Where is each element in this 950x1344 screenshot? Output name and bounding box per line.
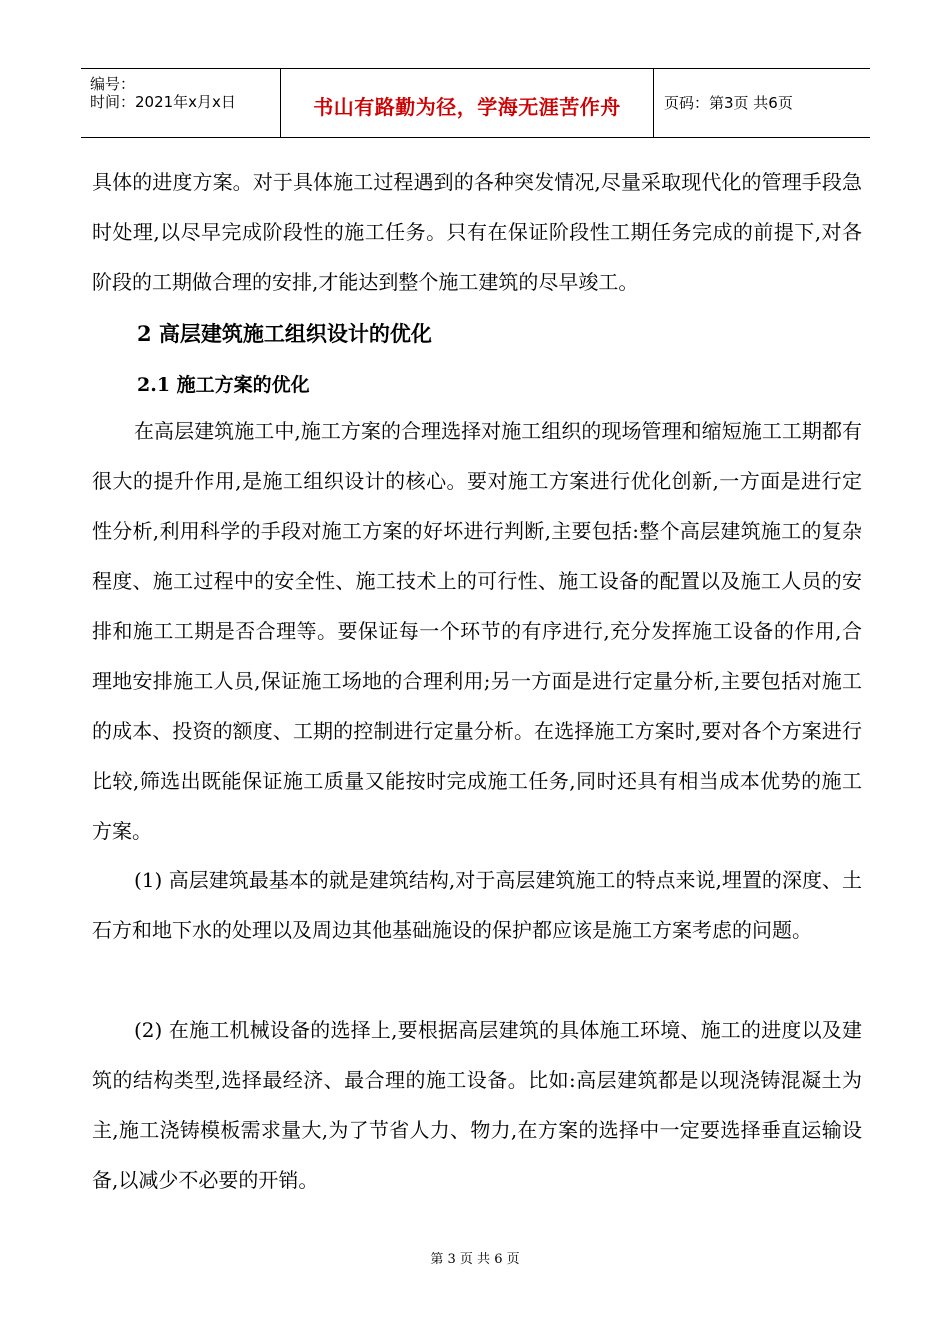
header-right-cell [654, 69, 870, 137]
list-item-2: (2) 在施工机械设备的选择上,要根据高层建筑的具体施工环境、施工的进度以及建筑的结构类型,选择最经济、最合理的施工设备。比如:高层建筑都是以现浇铸混凝土为主,施工浇铸模板需求量大,为了节省人力、物力,在方案的选择中一定要选择垂直运输设备,以减少不必要的开销。 [92, 1018, 862, 1192]
date-label: 时间：2021年x月x日 [90, 93, 236, 111]
intro-paragraph: 具体的进度方案。对于具体施工过程遇到的各种突发情况,尽量采取现代化的管理手段急时处理,以尽早完成阶段性的施工任务。只有在保证阶段性工期任务完成的前提下,对各阶段的工期做合理的安排,才能达到整个施工建筑的尽早竣工。 [92, 170, 862, 294]
page-indicator: 页码：第3页 共6页 [664, 94, 793, 112]
header-motto-cell [281, 69, 654, 137]
document-number-label: 编号： [90, 75, 136, 93]
list-item-1: (1) 高层建筑最基本的就是建筑结构,对于高层建筑施工的特点来说,埋置的深度、土石方和地下水的处理以及周边其他基础施设的保护都应该是施工方案考虑的问题。 [92, 868, 862, 942]
main-paragraph: 在高层建筑施工中,施工方案的合理选择对施工组织的现场管理和缩短施工工期都有很大的提升作用,是施工组织设计的核心。要对施工方案进行优化创新,一方面是进行定性分析,利用科学的手段对施工方案的好坏进行判断,主要包括:整个高层建筑施工的复杂程度、施工过程中的安全性、施工技术上的可行性、施工设备的配置以及施工人员的安排和施工工期是否合理等。要保证每一个环节的有序进行,充分发挥施工设备的作用,合理地安排施工人员,保证施工场地的合理利用;另一方面是进行定量分析,主要包括对施工的成本、投资的额度、工期的控制进行定量分析。在选择施工方案时,要对各个方案进行比较,筛选出既能保证施工质量又能按时完成施工任务,同时还具有相当成本优势的施工方案。 [92, 419, 862, 843]
section-heading-2: 2 高层建筑施工组织设计的优化 [137, 321, 432, 346]
motto-text: 书山有路勤为径，学海无涯苦作舟 [313, 95, 621, 119]
page-footer: 第 3 页 共 6 页 [430, 1252, 520, 1267]
header-left-cell [81, 69, 281, 137]
header-table [81, 68, 870, 138]
section-heading-2-1: 2.1 施工方案的优化 [137, 374, 310, 396]
